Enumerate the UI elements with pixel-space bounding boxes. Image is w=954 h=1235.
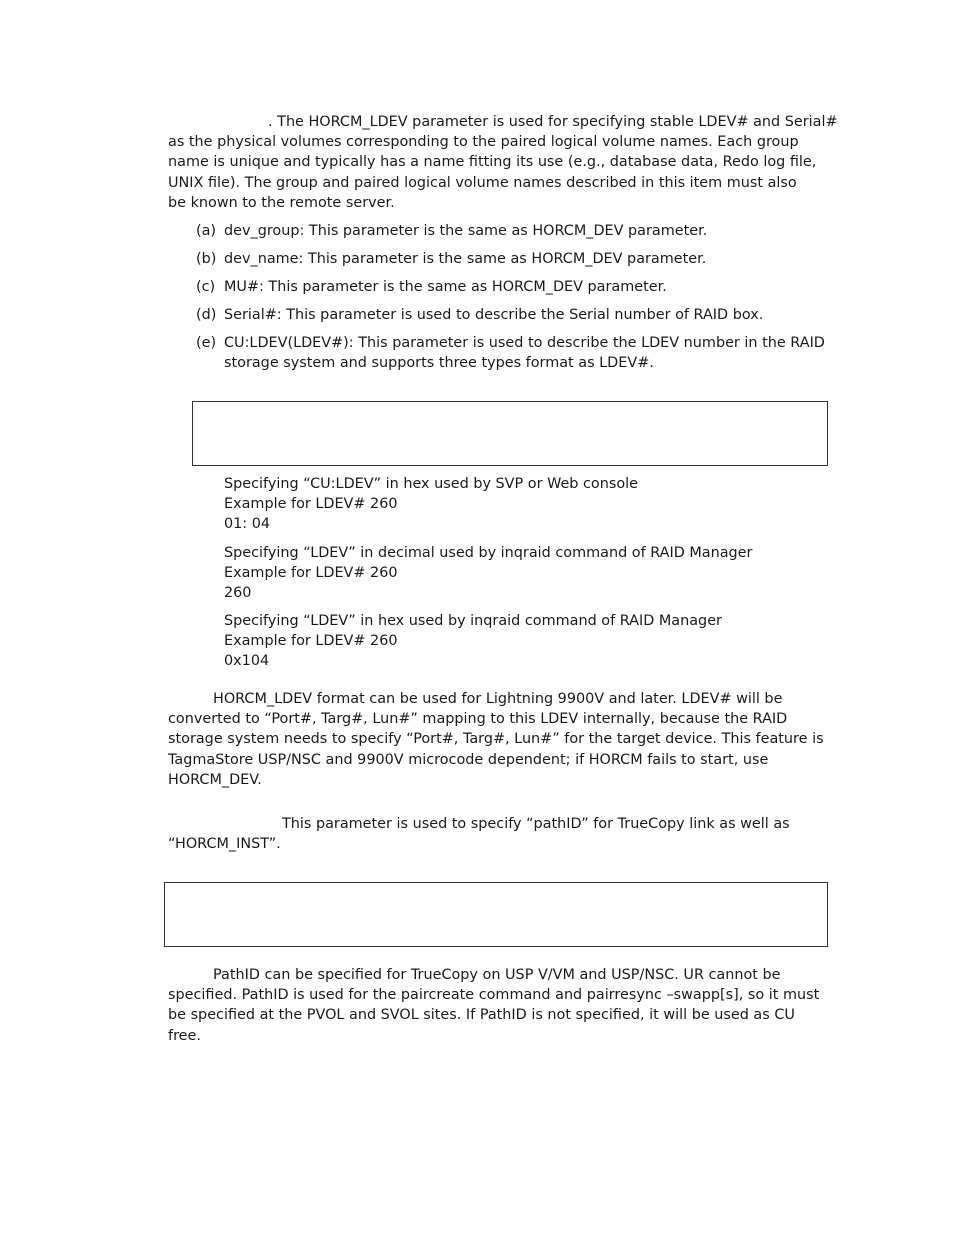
- param-text: CU:LDEV(LDEV#): This parameter is used to describe the LDEV number in the RAID: [224, 335, 825, 351]
- format-block-ldev-hex: [224, 611, 722, 671]
- pathid-note-paragraph: specified. PathID is used for the paircreate command and pairresync –swapp[s], so it must be specified at the PVOL and SVOL sites. If PathID is not specified, it will be used as CU free.: [168, 987, 820, 1044]
- format-value: 260: [224, 585, 252, 601]
- format-example: Example for LDEV# 260: [224, 565, 398, 581]
- format-value: 0x104: [224, 653, 270, 669]
- param-text-continued: storage system and supports three types format as LDEV#.: [224, 355, 654, 371]
- format-example: Example for LDEV# 260: [224, 633, 398, 649]
- pathid-intro-second-line: “HORCM_INST”.: [168, 836, 281, 852]
- pathid-intro-first-line: This parameter is used to specify “pathID” for TrueCopy link as well as: [282, 816, 790, 832]
- horcm-ldev-intro-first-line: . The HORCM_LDEV parameter is used for specifying stable LDEV# and Serial#: [268, 114, 838, 130]
- format-block-cu-ldev-hex: [224, 474, 638, 534]
- format-description: Specifying “LDEV” in decimal used by inqraid command of RAID Manager: [224, 545, 753, 561]
- param-label: (e): [196, 335, 217, 351]
- param-text: dev_group: This parameter is the same as HORCM_DEV parameter.: [224, 223, 708, 239]
- param-item-mu: [196, 277, 667, 297]
- param-item-serial: [196, 305, 763, 325]
- param-text: Serial#: This parameter is used to describe the Serial number of RAID box.: [224, 307, 764, 323]
- param-label: (d): [196, 307, 217, 323]
- param-item-dev-name: [196, 249, 706, 269]
- format-example: Example for LDEV# 260: [224, 496, 398, 512]
- ldev-note-first-line: HORCM_LDEV format can be used for Lightning 9900V and later. LDEV# will be: [213, 691, 783, 707]
- blank-box-2: [164, 882, 828, 947]
- ldev-note-paragraph: converted to “Port#, Targ#, Lun#” mapping to this LDEV internally, because the RAID storage system needs to specify “Port#, Targ#, Lun#” for the target device. This feature is TagmaStore USP/NSC and 9900V microcode dependent; if HORCM fails to start, use HORCM_DEV.: [168, 711, 824, 788]
- param-label: (c): [196, 279, 216, 295]
- blank-box-1: [192, 401, 828, 466]
- format-description: Specifying “LDEV” in hex used by inqraid command of RAID Manager: [224, 613, 722, 629]
- pathid-note-first-line: PathID can be specified for TrueCopy on USP V/VM and USP/NSC. UR cannot be: [213, 967, 781, 983]
- param-label: (b): [196, 251, 217, 267]
- horcm-ldev-intro-paragraph: as the physical volumes corresponding to the paired logical volume names. Each group name is unique and typically has a name fitting its use (e.g., database data, Redo log file, UNIX file). The group and paired logical volume names described in this item must also be known to the remote server.: [168, 134, 817, 211]
- param-text: MU#: This parameter is the same as HORCM_DEV parameter.: [224, 279, 667, 295]
- format-block-ldev-decimal: [224, 543, 752, 603]
- format-description: Specifying “CU:LDEV” in hex used by SVP or Web console: [224, 476, 639, 492]
- param-label: (a): [196, 223, 217, 239]
- format-value: 01: 04: [224, 516, 271, 532]
- param-text: dev_name: This parameter is the same as HORCM_DEV parameter.: [224, 251, 707, 267]
- param-item-cu-ldev: [196, 333, 825, 373]
- param-item-dev-group: [196, 221, 707, 241]
